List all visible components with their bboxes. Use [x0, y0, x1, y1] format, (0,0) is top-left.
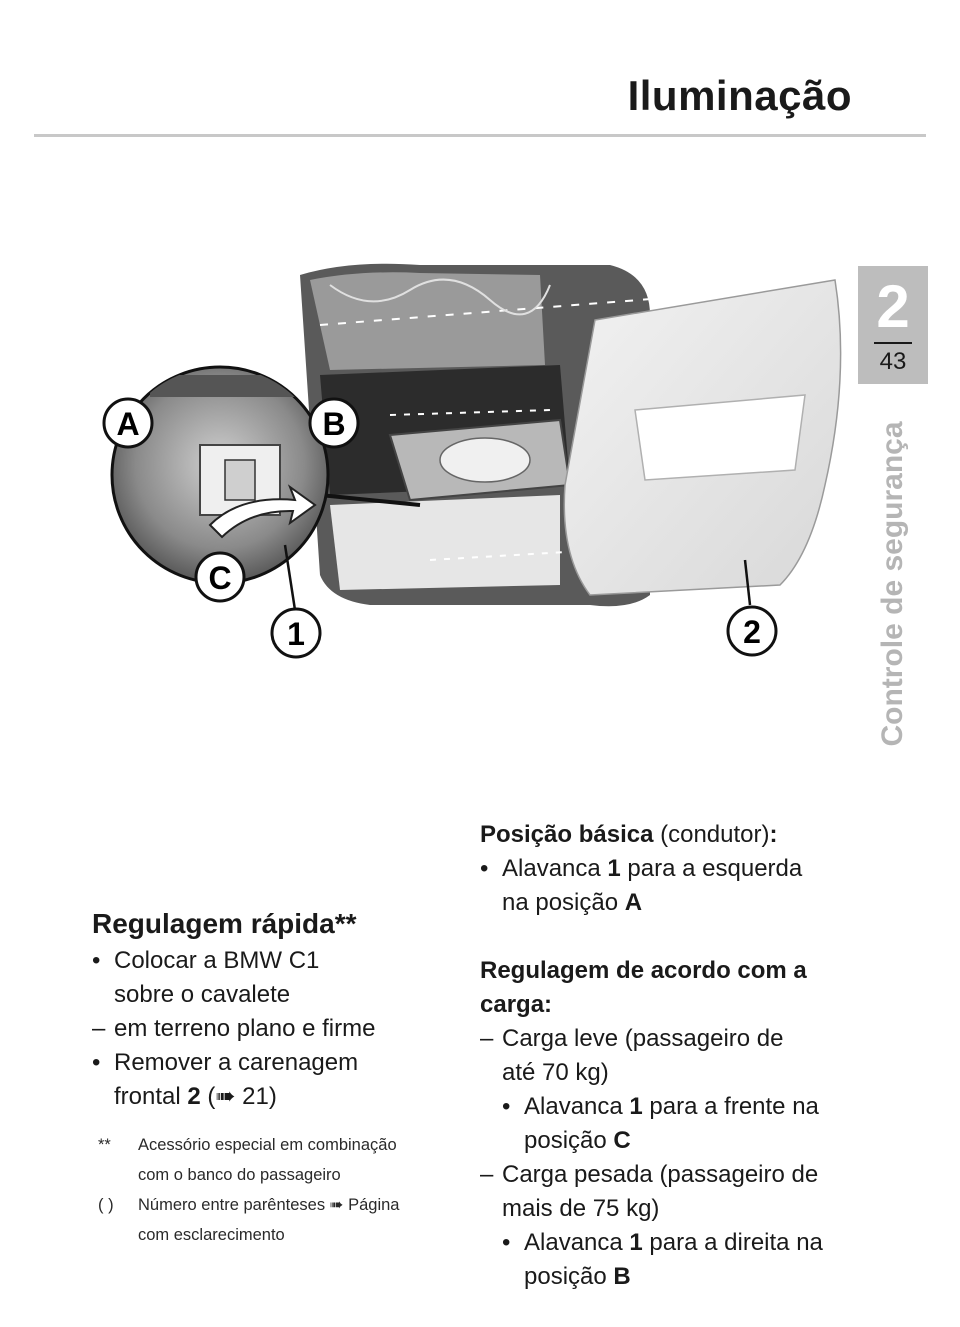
lower-panel — [330, 495, 560, 590]
list-item: • Remover a carenagem — [92, 1049, 359, 1076]
chapter-divider — [874, 342, 912, 344]
footnote-continuation: com o banco do passageiro — [138, 1166, 341, 1184]
section-heading-quick-adjust: Regulagem rápida** — [92, 908, 357, 939]
callout-a — [104, 399, 152, 447]
list-item-continuation: até 70 kg) — [502, 1059, 609, 1086]
footnotes — [92, 1130, 432, 1250]
upper-cavity — [310, 272, 545, 370]
svg-text:A: A — [116, 406, 140, 442]
right-column — [480, 818, 860, 1294]
sub-list-item: • Alavanca 1 para a frente na — [502, 1093, 819, 1120]
list-item-continuation: sobre o cavalete — [114, 981, 291, 1008]
callout-1 — [272, 609, 320, 657]
callout-c — [196, 553, 244, 601]
fairing-opening — [635, 395, 805, 480]
left-column — [92, 906, 432, 1250]
footnote: ** Acessório especial em combinação — [98, 1136, 397, 1154]
list-item: • Alavanca 1 para a esquerda — [480, 855, 803, 882]
list-item-continuation: mais de 75 kg) — [502, 1195, 660, 1222]
load-adjust-heading: Regulagem de acordo com a — [480, 957, 807, 984]
adjustment-lever — [225, 460, 255, 500]
chapter-number: 2 — [876, 273, 910, 340]
list-item-continuation: na posição A — [502, 889, 643, 916]
list-item: • Colocar a BMW C1 — [92, 947, 320, 974]
list-item-continuation: frontal 2 (➠ 21) — [114, 1083, 277, 1110]
svg-text:C: C — [208, 560, 232, 596]
section-label: Controle de segurança — [876, 421, 909, 747]
sub-list-item: • Alavanca 1 para a direita na — [502, 1229, 823, 1256]
footnote: ( ) Número entre parênteses ➠ Página — [98, 1196, 400, 1214]
callout-b — [310, 399, 358, 447]
sub-list-item-continuation: posição C — [524, 1127, 631, 1154]
basic-position-heading: Posição básica (condutor): — [480, 821, 778, 848]
headlight-adjustment-illustration — [90, 255, 850, 685]
page-number: 43 — [879, 348, 907, 375]
svg-text:B: B — [322, 406, 346, 442]
svg-text:2: 2 — [743, 614, 761, 650]
svg-text:1: 1 — [287, 616, 305, 652]
footnote-continuation: com esclarecimento — [138, 1226, 285, 1244]
sub-list-item-continuation: posição B — [524, 1263, 631, 1290]
load-adjust-heading-cont: carga: — [480, 991, 553, 1018]
chapter-tab — [858, 266, 928, 384]
callout-2 — [728, 607, 776, 655]
list-item: – Carga leve (passageiro de — [480, 1025, 784, 1052]
title-divider — [34, 134, 926, 137]
headlight-lens — [440, 438, 530, 482]
list-item: – em terreno plano e firme — [92, 1015, 376, 1042]
list-item: – Carga pesada (passageiro de — [480, 1161, 819, 1188]
page-title: Iluminação — [627, 72, 852, 119]
